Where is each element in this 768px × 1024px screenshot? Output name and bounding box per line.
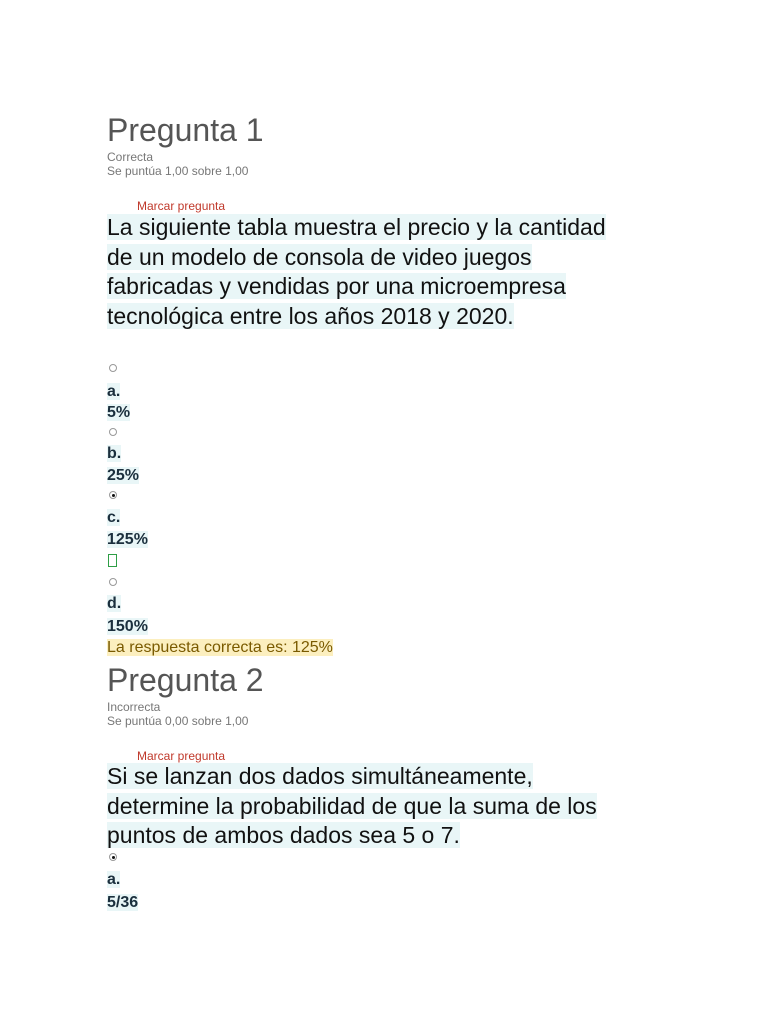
question-state: Correcta <box>107 150 154 164</box>
option-value: 5/36 <box>107 894 139 911</box>
radio-icon[interactable] <box>109 853 117 861</box>
radio-icon[interactable] <box>109 364 117 372</box>
question-grade: Se puntúa 0,00 sobre 1,00 <box>107 714 249 728</box>
option-value: 150% <box>107 618 148 635</box>
question-text-line: puntos de ambos dados sea 5 o 7. <box>107 822 460 848</box>
check-icon <box>108 554 117 567</box>
option-value: 125% <box>107 531 148 548</box>
option-letter: a. <box>107 383 121 400</box>
question-text-line: tecnológica entre los años 2018 y 2020. <box>107 302 514 329</box>
flag-question-link[interactable]: Marcar pregunta <box>137 749 226 763</box>
question-text-line: determine la probabilidad de que la suma de los <box>107 792 597 819</box>
radio-icon[interactable] <box>109 578 117 586</box>
option-letter: b. <box>107 445 122 462</box>
option-letter: c. <box>107 509 121 526</box>
option-value: 5% <box>107 404 131 421</box>
right-answer-feedback: La respuesta correcta es: 125% <box>107 639 333 656</box>
question-text-line: La siguiente tabla muestra el precio y la cantidad <box>107 214 606 240</box>
option-letter: d. <box>107 595 122 612</box>
question-text-line: de un modelo de consola de video juegos <box>107 243 532 270</box>
question-text-line: fabricadas y vendidas por una microempresa <box>107 273 566 299</box>
question-text <box>107 213 667 331</box>
question-title: Pregunta 2 <box>107 662 264 698</box>
radio-icon[interactable] <box>109 428 117 436</box>
question-state: Incorrecta <box>107 700 161 714</box>
question-grade: Se puntúa 1,00 sobre 1,00 <box>107 164 249 178</box>
option-value: 25% <box>107 467 140 484</box>
question-text-line: Si se lanzan dos dados simultáneamente, <box>107 763 533 789</box>
question-title: Pregunta 1 <box>107 112 264 148</box>
radio-icon[interactable] <box>109 491 117 499</box>
flag-question-link[interactable]: Marcar pregunta <box>137 199 226 213</box>
option-letter: a. <box>107 871 121 888</box>
question-text <box>107 762 667 851</box>
